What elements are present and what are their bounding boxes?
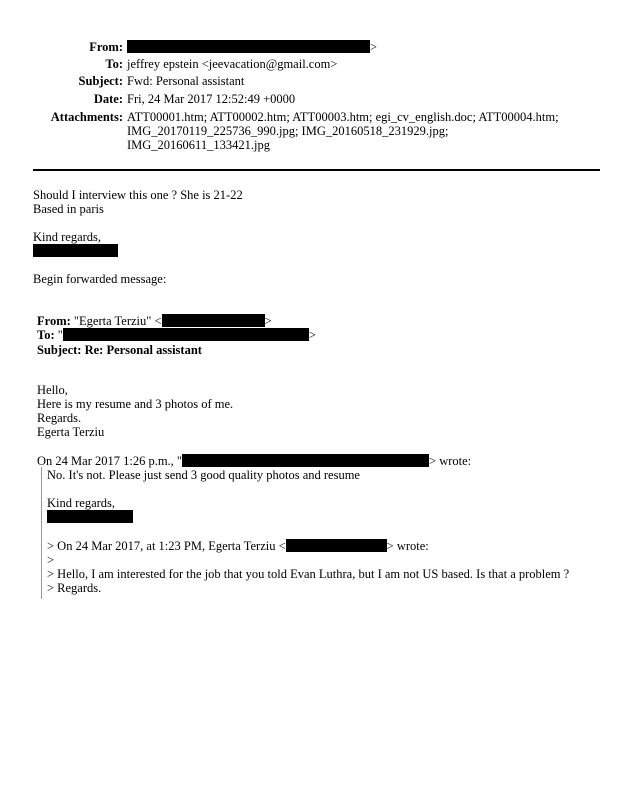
body-line-2: Based in paris xyxy=(33,202,104,216)
attachments-line-1[interactable]: ATT00001.htm; ATT00002.htm; ATT00003.htm; egi_cv_english.doc; ATT00004.htm; xyxy=(127,110,559,124)
attachments-line-2[interactable]: IMG_20170119_225736_990.jpg; IMG_20160518_231929.jpg; xyxy=(127,124,449,138)
redaction-bar xyxy=(127,40,370,53)
date-label: Date: xyxy=(93,92,123,106)
fwd-subject-value: Re: Personal assistant xyxy=(84,343,202,357)
fwd-from-suffix: > xyxy=(264,314,272,328)
fwd-from-value: "Egerta Terziu" < xyxy=(73,314,162,328)
quoted-signature-redacted xyxy=(47,510,133,525)
nested-regards: > Regards. xyxy=(47,581,102,595)
redaction-bar xyxy=(47,510,133,523)
date-value: Fri, 24 Mar 2017 12:52:49 +0000 xyxy=(127,92,296,106)
nested-hello: > Hello, I am interested for the job that you told Evan Luthra, but I am not US based. Is that a problem ? xyxy=(47,567,570,581)
begin-forwarded: Begin forwarded message: xyxy=(33,272,167,286)
body-line-1: Should I interview this one ? She is 21-22 xyxy=(33,188,243,202)
reply-regards: Regards. xyxy=(37,411,82,425)
quoted-kind-regards: Kind regards, xyxy=(47,496,116,510)
quoted-no-line: No. It's not. Please just send 3 good quality photos and resume xyxy=(47,468,360,482)
nested-on-suffix: > wrote: xyxy=(386,539,429,553)
quote-bar xyxy=(41,467,42,599)
subject-label: Subject: xyxy=(78,74,123,88)
subject-value: Fwd: Personal assistant xyxy=(127,74,245,88)
redaction-bar xyxy=(63,328,309,341)
quoted-on-line xyxy=(37,454,471,469)
fwd-to-suffix: > xyxy=(308,328,316,342)
attachments-label: Attachments: xyxy=(50,110,123,124)
from-label: From: xyxy=(89,40,123,54)
fwd-from-label: From: xyxy=(37,314,71,328)
fwd-to-label: To: xyxy=(37,328,55,342)
redaction-bar xyxy=(286,539,387,552)
from-suffix: > xyxy=(370,40,378,54)
redaction-bar xyxy=(162,314,265,327)
kind-regards: Kind regards, xyxy=(33,230,102,244)
reply-resume: Here is my resume and 3 photos of me. xyxy=(37,397,234,411)
fwd-subject-label: Subject: xyxy=(37,343,82,357)
fwd-subject-line xyxy=(37,343,202,358)
quoted-on-prefix: On 24 Mar 2017 1:26 p.m., " xyxy=(37,454,183,468)
from-value xyxy=(127,40,377,55)
fwd-to-line xyxy=(37,328,316,343)
attachments-line-3[interactable]: IMG_20160611_133421.jpg xyxy=(127,138,270,152)
to-value[interactable]: jeffrey epstein <jeevacation@gmail.com> xyxy=(127,57,338,71)
redaction-bar xyxy=(33,244,118,257)
fwd-to-value: " xyxy=(57,328,63,342)
fwd-from-line xyxy=(37,314,272,329)
header-divider xyxy=(33,169,600,171)
nested-blank: > xyxy=(47,553,55,567)
reply-name: Egerta Terziu xyxy=(37,425,105,439)
to-label: To: xyxy=(105,57,123,71)
signature-redacted xyxy=(33,244,118,259)
nested-on-line xyxy=(47,539,429,554)
quoted-on-suffix: > wrote: xyxy=(429,454,472,468)
redaction-bar xyxy=(182,454,429,467)
reply-hello: Hello, xyxy=(37,383,68,397)
nested-on-prefix: > On 24 Mar 2017, at 1:23 PM, Egerta Terziu < xyxy=(47,539,286,553)
